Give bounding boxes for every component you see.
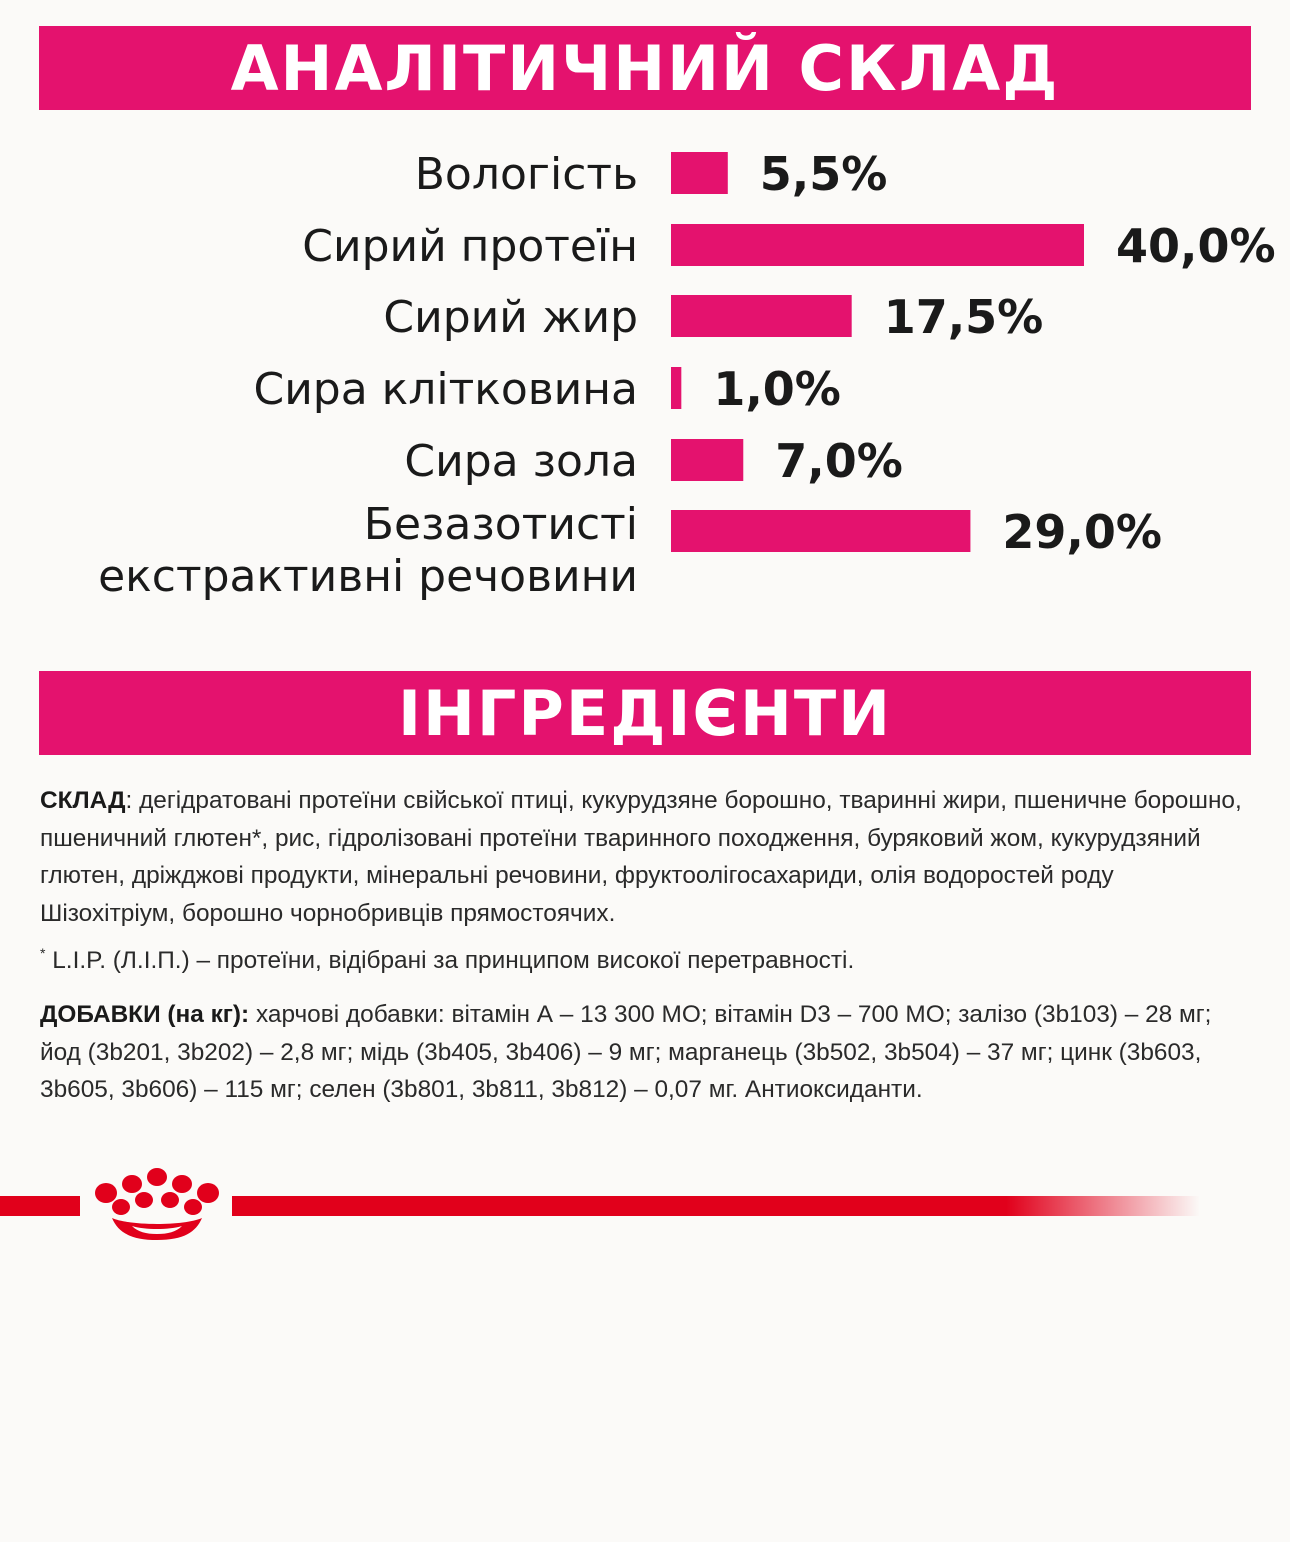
brand-line-left (0, 1196, 80, 1216)
category-label-4: Сира клітковина (253, 364, 638, 415)
additives-paragraph (40, 996, 1252, 1109)
category-label-6-line-1: Безазотисті (363, 499, 638, 550)
composition-paragraph (40, 782, 1252, 932)
category-label-3: Сирий жир (383, 292, 638, 343)
composition-text: : дегідратовані протеїни свійської птиці, кукурудзяне борошно, тваринні жири, пшеничне борошно, пшеничний глютен*, рис, гідролізовані протеїни тваринного походження, буряковий жом, кукурудзяний глютен, дріжджові продукти, мінеральні речовини, фруктоолігосахариди, олія водоростей роду Шізохітріум, борошно чорнобривців прямостоячих. (40, 787, 1242, 927)
nutrient-bar-chart (0, 130, 1290, 620)
additives-text: харчові добавки: вітамін А – 13 300 МО; вітамін D3 – 700 МО; залізо (3b103) – 28 мг; йод (3b201, 3b202) – 2,8 мг; мідь (3b405, 3b406) – 9 мг; марганець (3b502, 3b504) – 37 мг; цинк (3b603, 3b605, 3b606) – 115 мг; селен (3b801, 3b811, 3b812) – 0,07 мг. Антиоксиданти. (40, 1001, 1212, 1103)
value-label-4: 1,0% (713, 362, 841, 416)
analysis-banner (39, 26, 1251, 110)
bar-4 (671, 367, 681, 409)
footnote-text: L.I.P. (Л.І.П.) – протеїни, відібрані за принципом високої перетравності. (52, 947, 855, 974)
category-label-6-line-2: екстрактивні речовини (98, 551, 638, 602)
bar-2 (671, 224, 1084, 266)
footnote-mark: * (40, 945, 46, 961)
value-label-1: 5,5% (759, 147, 888, 201)
ingredients-banner-title: ІНГРЕДІЄНТИ (397, 677, 893, 750)
bar-3 (671, 295, 852, 337)
composition-label: СКЛАД (40, 787, 126, 814)
value-label-6: 29,0% (1002, 505, 1163, 559)
brand-strip (0, 1162, 1290, 1252)
ingredients-banner (39, 671, 1251, 755)
value-label-3: 17,5% (883, 290, 1044, 344)
bar-1 (671, 152, 728, 194)
additives-label: ДОБАВКИ (на кг): (40, 1001, 250, 1028)
bar-5 (671, 439, 743, 481)
category-label-1: Вологість (414, 149, 638, 200)
category-label-2: Сирий протеїн (302, 221, 638, 272)
footnote (40, 944, 1252, 978)
bar-6 (671, 510, 970, 552)
analysis-banner-title: АНАЛІТИЧНИЙ СКЛАД (230, 32, 1060, 105)
category-label-5: Сира зола (404, 436, 638, 487)
value-label-5: 7,0% (775, 434, 903, 488)
brand-line-right (232, 1196, 1200, 1216)
value-label-2: 40,0% (1116, 219, 1276, 273)
